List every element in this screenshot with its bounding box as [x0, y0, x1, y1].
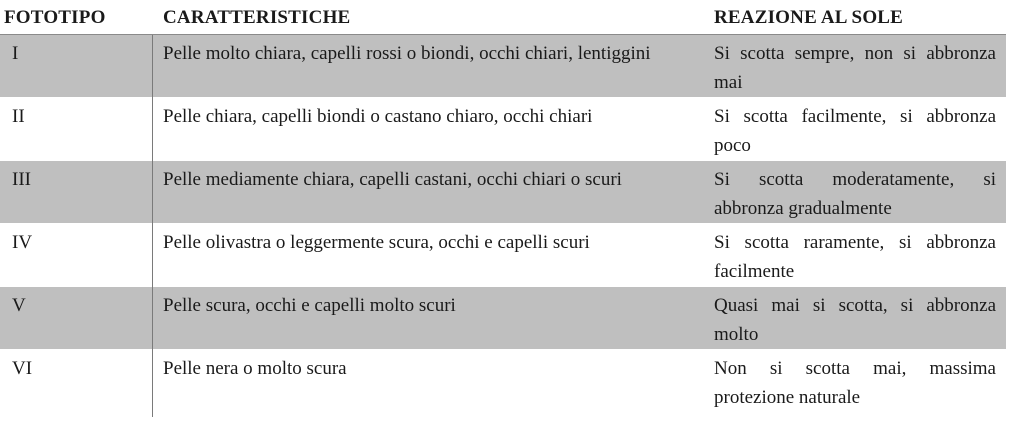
- cell-reazione: Si scotta moderatamente, si abbronza gradualmente: [714, 169, 996, 219]
- cell-caratteristiche: Pelle olivastra o leggermente scura, occhi e capelli scuri: [163, 232, 590, 253]
- table-row-iv: [0, 224, 1006, 287]
- cell-reazione: Si scotta facilmente, si abbronza poco: [714, 106, 996, 156]
- cell-fototipo: I: [12, 43, 19, 64]
- header-reazione: REAZIONE AL SOLE: [714, 7, 904, 28]
- cell-fototipo: V: [12, 295, 26, 316]
- column-divider: [152, 35, 153, 417]
- table-row-v: [0, 287, 1006, 350]
- header-fototipo: FOTOTIPO: [4, 7, 106, 28]
- cell-caratteristiche: Pelle scura, occhi e capelli molto scuri: [163, 295, 456, 316]
- cell-fototipo: IV: [12, 232, 33, 253]
- table-row-ii: [0, 98, 1006, 161]
- header-caratteristiche: CARATTERISTICHE: [163, 7, 351, 28]
- table-row-i: [0, 34, 1006, 98]
- cell-caratteristiche: Pelle chiara, capelli biondi o castano chiaro, occhi chiari: [163, 106, 593, 127]
- cell-caratteristiche: Pelle molto chiara, capelli rossi o biondi, occhi chiari, lentiggini: [163, 43, 651, 64]
- cell-fototipo: III: [12, 169, 31, 190]
- table-header: [0, 0, 1010, 34]
- cell-caratteristiche: Pelle nera o molto scura: [163, 358, 347, 379]
- cell-fototipo: VI: [12, 358, 33, 379]
- cell-fototipo: II: [12, 106, 25, 127]
- table-row-iii: [0, 161, 1006, 224]
- table-row-vi: [0, 350, 1006, 419]
- cell-reazione: Si scotta raramente, si abbronza facilmente: [714, 232, 996, 282]
- cell-caratteristiche: Pelle mediamente chiara, capelli castani, occhi chiari o scuri: [163, 169, 622, 190]
- cell-reazione: Quasi mai si scotta, si abbronza molto: [714, 295, 996, 345]
- cell-reazione: Non si scotta mai, massima protezione naturale: [714, 358, 996, 408]
- cell-reazione: Si scotta sempre, non si abbronza mai: [714, 43, 996, 93]
